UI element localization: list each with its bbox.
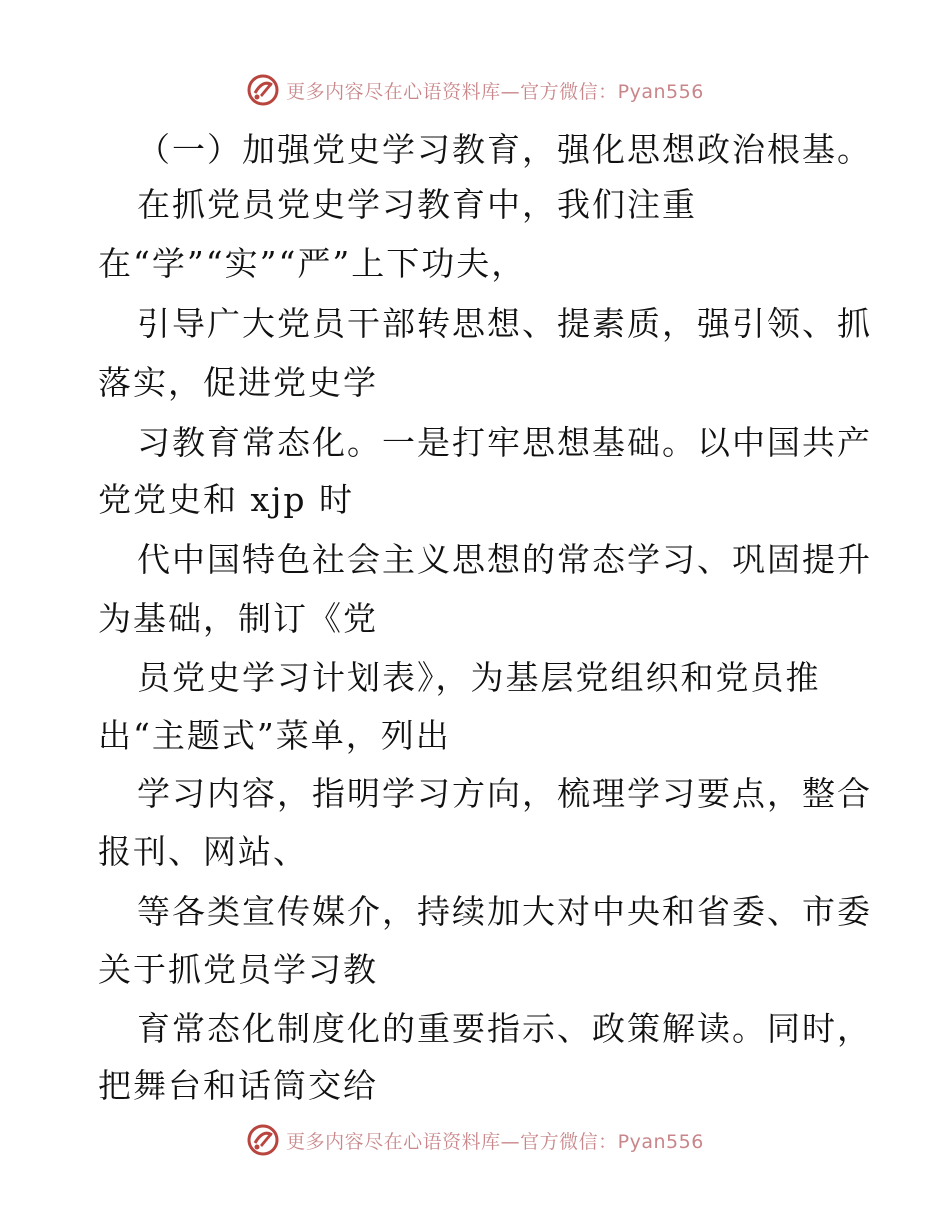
paragraph-line: 落实，促进党史学 [98, 363, 378, 402]
paragraph-line: 党党史和 xjp 时 [98, 480, 354, 519]
paragraph-line: 关于抓党员学习教 [98, 950, 378, 989]
logo-icon [246, 1123, 280, 1157]
paragraph-line: （一）加强党史学习教育，强化思想政治根基。 [137, 130, 872, 169]
paragraph-line: 把舞台和话筒交给 [98, 1066, 378, 1105]
footer-banner-text: 更多内容尽在心语资料库—官方微信：Pyan556 [286, 1130, 704, 1153]
paragraph-line: 育常态化制度化的重要指示、政策解读。同时， [137, 1009, 872, 1048]
paragraph-line: 在抓党员党史学习教育中，我们注重 [137, 185, 697, 224]
paragraph-line: 代中国特色社会主义思想的常态学习、巩固提升 [137, 540, 872, 579]
paragraph-line: 报刊、网站、 [98, 832, 308, 871]
paragraph-line: 在“学”“实”“严”上下功夫， [98, 244, 527, 283]
paragraph-line: 等各类宣传媒介，持续加大对中央和省委、市委 [137, 892, 872, 931]
paragraph-line: 出“主题式”菜单，列出 [98, 716, 451, 755]
paragraph-line: 引导广大党员干部转思想、提素质，强引领、抓 [137, 304, 872, 343]
header-banner-text: 更多内容尽在心语资料库—官方微信：Pyan556 [286, 80, 704, 103]
paragraph-line: 学习内容，指明学习方向，梳理学习要点，整合 [137, 774, 872, 813]
logo-icon [246, 73, 280, 107]
footer-banner [0, 1120, 950, 1160]
paragraph-line: 为基础，制订《党 [98, 599, 378, 638]
header-banner [0, 70, 950, 110]
paragraph-line: 习教育常态化。一是打牢思想基础。以中国共产 [137, 423, 872, 462]
paragraph-line: 员党史学习计划表》，为基层党组织和党员推 [137, 658, 821, 697]
